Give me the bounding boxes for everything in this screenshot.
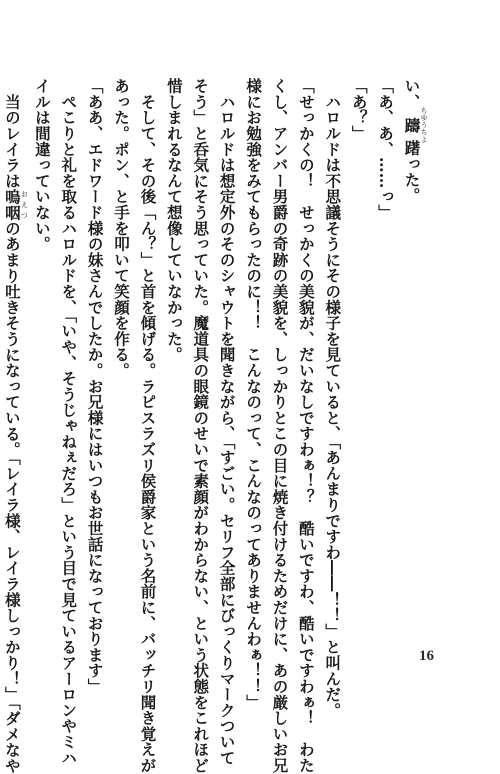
- text-segment: ハロルドは不思議そうにその様子を見ていると、「あんまりですわ――！！」と叫んだ。: [323, 78, 343, 719]
- text-segment: そう」と呑気にそう思っていた。魔道具の眼鏡のせいで素顔がわからない、という状態をこれほど: [191, 78, 211, 774]
- furigana-reading: ちゆうちよ: [420, 106, 428, 144]
- text-segment: 「ああ、エドワード様の妹さんでしたか。お兄様にはいつもお世話になっております」: [85, 78, 105, 695]
- text-line: [55, 78, 81, 766]
- text-line: [134, 78, 160, 774]
- ruby-base: 嗚咽: [2, 188, 22, 221]
- text-segment: 当のレイラは: [2, 78, 22, 189]
- text-segment: 「あ？」: [349, 78, 369, 142]
- text-line: [345, 78, 371, 638]
- text-segment: 躇った。: [402, 140, 422, 204]
- text-segment: い、: [402, 78, 422, 110]
- text-line: [108, 78, 134, 638]
- text-segment: 「せっかくの！ せっかくの美貌が、だいなしですわぁ！？ 酷いですわ、酷いですわぁ！ わた: [296, 78, 316, 774]
- text-line: [292, 78, 318, 774]
- text-line: [319, 78, 345, 719]
- text-segment: ぺこりと礼を取るハロルドを、「いや、そうじゃねぇだろ」という目で見ているアーロンやミハ: [59, 78, 79, 766]
- text-line: [240, 78, 266, 710]
- text-segment: ハロルドは想定外のそのシャウトを聞きながら、「すごい。セリフ全部にびっくりマークついて: [217, 78, 237, 766]
- ruby-base: 躊: [402, 106, 422, 144]
- text-line: [266, 78, 292, 774]
- furigana-word: [402, 106, 428, 144]
- text-segment: イルは間違っていない。: [32, 78, 52, 252]
- page-number: 16: [419, 648, 434, 664]
- text-segment: そして、その後「ん？」と首を傾げる。ラピスラズリ侯爵家という名前に、バッチリ聞き覚えが: [138, 78, 158, 774]
- text-line: [372, 78, 398, 638]
- text-line: [213, 78, 239, 766]
- text-segment: 様にお勉強をみてもらったのに！！ こんなのって、こんなのってありませんわぁ！！」: [244, 78, 264, 710]
- text-line: [28, 78, 54, 638]
- text-line: [160, 78, 186, 638]
- text-segment: のあまり吐きそうになっている。「レイラ様、レイラ様しっかり！」「ダメなや: [2, 220, 22, 774]
- text-segment: くし、アンバー男爵の奇跡の美貌を、しっかりとこの目に焼き付けるためだけに、あの厳しいお兄: [270, 78, 290, 774]
- text-segment: あった。ポン、と手を叩いて笑顔を作る。: [112, 78, 132, 379]
- furigana-reading: おえつ: [20, 188, 29, 221]
- text-line: [398, 78, 428, 638]
- text-segment: 惜しまれるなんて想像していなかった。: [164, 78, 184, 363]
- text-line: [0, 78, 29, 774]
- text-line: [81, 78, 107, 695]
- furigana-word: [2, 188, 29, 221]
- text-segment: 「あ、あ、……っ」: [376, 78, 396, 221]
- text-line: [187, 78, 213, 774]
